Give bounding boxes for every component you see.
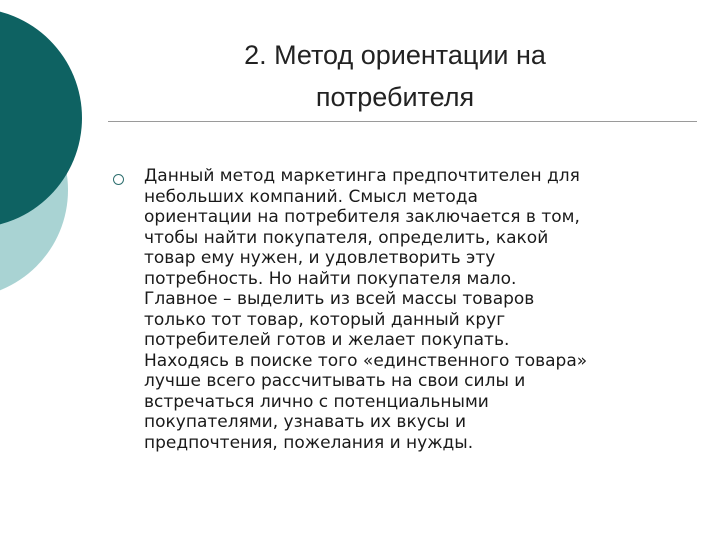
decorative-circles [0,0,130,300]
title-divider [108,121,697,122]
slide-title-line-1: 2. Метод ориентации на [244,40,546,70]
bullet-text: Данный метод маркетинга предпочтителен для небольших компаний. Смысл метода ориентации на потребителя заключается в том, чтобы найти покупателя, определить, какой товар ему нужен, и удовлетворить эту потребность. Но найти покупателя мало. Главное – выделить из всей массы товаров только тот товар, который данный круг потребителей готов и желает покупать. Находясь в поиске того «единственного товара» лучше всего рассчитывать на свои силы и встречаться лично с потенциальными покупателями, узнавать их вкусы и предпочтения, пожелания и нужды. [144,166,588,453]
slide-title [150,34,640,118]
dark-teal-circle [0,8,82,228]
hollow-circle-bullet-icon [113,174,124,185]
slide-title-line-2: потребителя [315,82,475,112]
bullet-item [113,166,693,453]
slide-content [113,166,693,453]
